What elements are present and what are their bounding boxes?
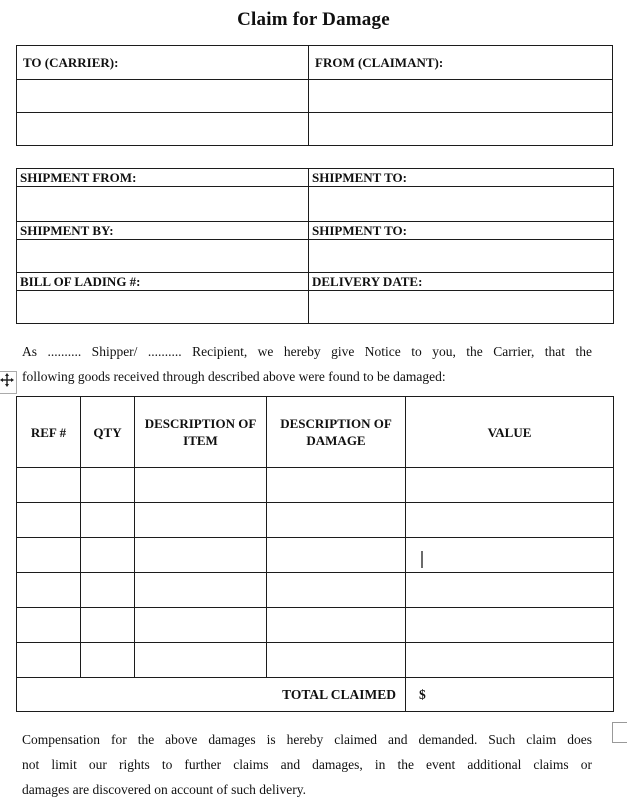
delivery-date-input-cell[interactable]: [309, 291, 614, 324]
from-claimant-input-cell[interactable]: [309, 113, 613, 146]
to-carrier-input-cell[interactable]: [17, 80, 309, 113]
from-claimant-input-cell[interactable]: [309, 80, 613, 113]
claims-cell[interactable]: [17, 573, 81, 608]
bill-of-lading-label: BILL OF LADING #:: [17, 273, 309, 291]
claims-cell[interactable]: [81, 538, 135, 573]
shipment-table: [16, 168, 614, 324]
bill-of-lading-input-cell[interactable]: [17, 291, 309, 324]
four-way-move-icon: [0, 373, 14, 392]
closing-paragraph: [22, 727, 592, 800]
claims-cell[interactable]: [267, 538, 406, 573]
claims-cell[interactable]: [267, 608, 406, 643]
claims-cell[interactable]: [81, 503, 135, 538]
shipment-to2-input-cell[interactable]: [309, 240, 614, 273]
claims-cell[interactable]: [17, 608, 81, 643]
total-claimed-value-cell[interactable]: $: [406, 678, 614, 712]
claims-cell[interactable]: [267, 573, 406, 608]
claims-cell[interactable]: [406, 468, 614, 503]
claims-cell[interactable]: [135, 608, 267, 643]
parties-table: [16, 45, 613, 146]
from-claimant-label: FROM (CLAIMANT):: [309, 46, 613, 80]
claims-cell[interactable]: [406, 643, 614, 678]
total-claimed-label: TOTAL CLAIMED: [17, 678, 406, 712]
claims-cell[interactable]: [406, 608, 614, 643]
claims-cell[interactable]: [17, 503, 81, 538]
claims-cell[interactable]: [81, 608, 135, 643]
claims-cell[interactable]: [267, 643, 406, 678]
claims-cell[interactable]: [135, 643, 267, 678]
intro-line: As .......... Shipper/ .......... Recipient, we hereby give Notice to you, the Carrier, that the: [22, 344, 592, 359]
claims-cell[interactable]: [17, 468, 81, 503]
shipment-from-input-cell[interactable]: [17, 187, 309, 222]
delivery-date-label: DELIVERY DATE:: [309, 273, 614, 291]
table-resize-handle[interactable]: [612, 722, 627, 743]
page-title: Claim for Damage: [237, 9, 390, 30]
claims-cell[interactable]: [17, 643, 81, 678]
shipment-by-input-cell[interactable]: [17, 240, 309, 273]
closing-line: Compensation for the above damages is hereby claimed and demanded. Such claim does: [22, 732, 592, 747]
shipment-to2-label: SHIPMENT TO:: [309, 222, 614, 240]
header-description-of-item: DESCRIPTION OF ITEM: [135, 397, 267, 468]
claims-cell-active[interactable]: [406, 538, 614, 573]
claims-cell[interactable]: [135, 538, 267, 573]
intro-paragraph: [22, 339, 592, 389]
claims-cell[interactable]: [406, 573, 614, 608]
claims-cell[interactable]: [135, 573, 267, 608]
closing-line: not limit our rights to further claims and damages, in the event additional claims or: [22, 757, 592, 772]
claims-cell[interactable]: [267, 468, 406, 503]
claims-cell[interactable]: [81, 643, 135, 678]
claims-cell[interactable]: [81, 468, 135, 503]
claims-cell[interactable]: [135, 503, 267, 538]
claims-cell[interactable]: [267, 503, 406, 538]
header-description-of-damage: DESCRIPTION OF DAMAGE: [267, 397, 406, 468]
shipment-to-input-cell[interactable]: [309, 187, 614, 222]
to-carrier-input-cell[interactable]: [17, 113, 309, 146]
header-ref: REF #: [17, 397, 81, 468]
claims-cell[interactable]: [406, 503, 614, 538]
to-carrier-label: TO (CARRIER):: [17, 46, 309, 80]
shipment-from-label: SHIPMENT FROM:: [17, 169, 309, 187]
header-value: VALUE: [406, 397, 614, 468]
header-qty: QTY: [81, 397, 135, 468]
claims-cell[interactable]: [81, 573, 135, 608]
claims-cell[interactable]: [17, 538, 81, 573]
table-move-handle[interactable]: [0, 371, 17, 394]
claims-table: [16, 396, 614, 712]
text-caret: [421, 551, 423, 568]
shipment-to-label: SHIPMENT TO:: [309, 169, 614, 187]
closing-line: damages are discovered on account of such delivery.: [22, 782, 307, 797]
shipment-by-label: SHIPMENT BY:: [17, 222, 309, 240]
intro-line: following goods received through described above were found to be damaged:: [22, 369, 446, 384]
claims-cell[interactable]: [135, 468, 267, 503]
